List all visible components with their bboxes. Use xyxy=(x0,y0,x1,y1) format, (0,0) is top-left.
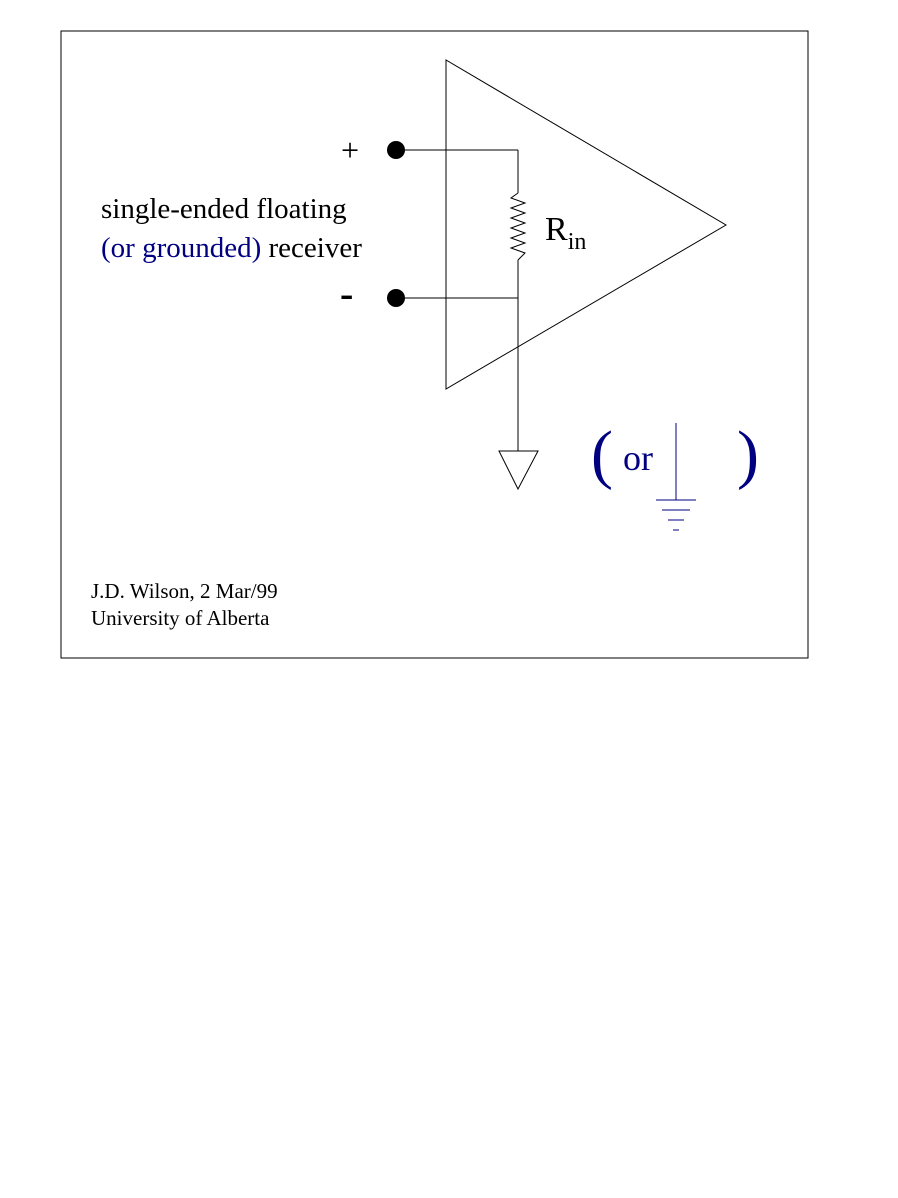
alt-or-label: or xyxy=(623,438,653,478)
description-receiver-word: receiver xyxy=(261,232,362,264)
input-resistor xyxy=(511,193,525,260)
alt-close-paren: ) xyxy=(737,418,759,491)
chassis-ground-icon xyxy=(499,451,538,489)
minus-terminal-label: - xyxy=(340,271,354,316)
amplifier-triangle xyxy=(446,60,726,389)
credit-institution: University of Alberta xyxy=(91,606,270,630)
resistor-label xyxy=(545,211,586,255)
plus-terminal-label: + xyxy=(341,132,360,168)
diagram-frame xyxy=(61,31,808,658)
earth-ground-icon xyxy=(656,423,696,530)
description-grounded-note: (or grounded) xyxy=(101,232,262,264)
resistor-label-subscript: in xyxy=(567,229,587,255)
description-line-2 xyxy=(101,232,362,264)
credit-author-date: J.D. Wilson, 2 Mar/99 xyxy=(91,579,278,603)
alt-open-paren: ( xyxy=(591,418,613,491)
description-line-1: single-ended floating xyxy=(101,193,347,225)
resistor-label-main: R xyxy=(545,211,568,248)
